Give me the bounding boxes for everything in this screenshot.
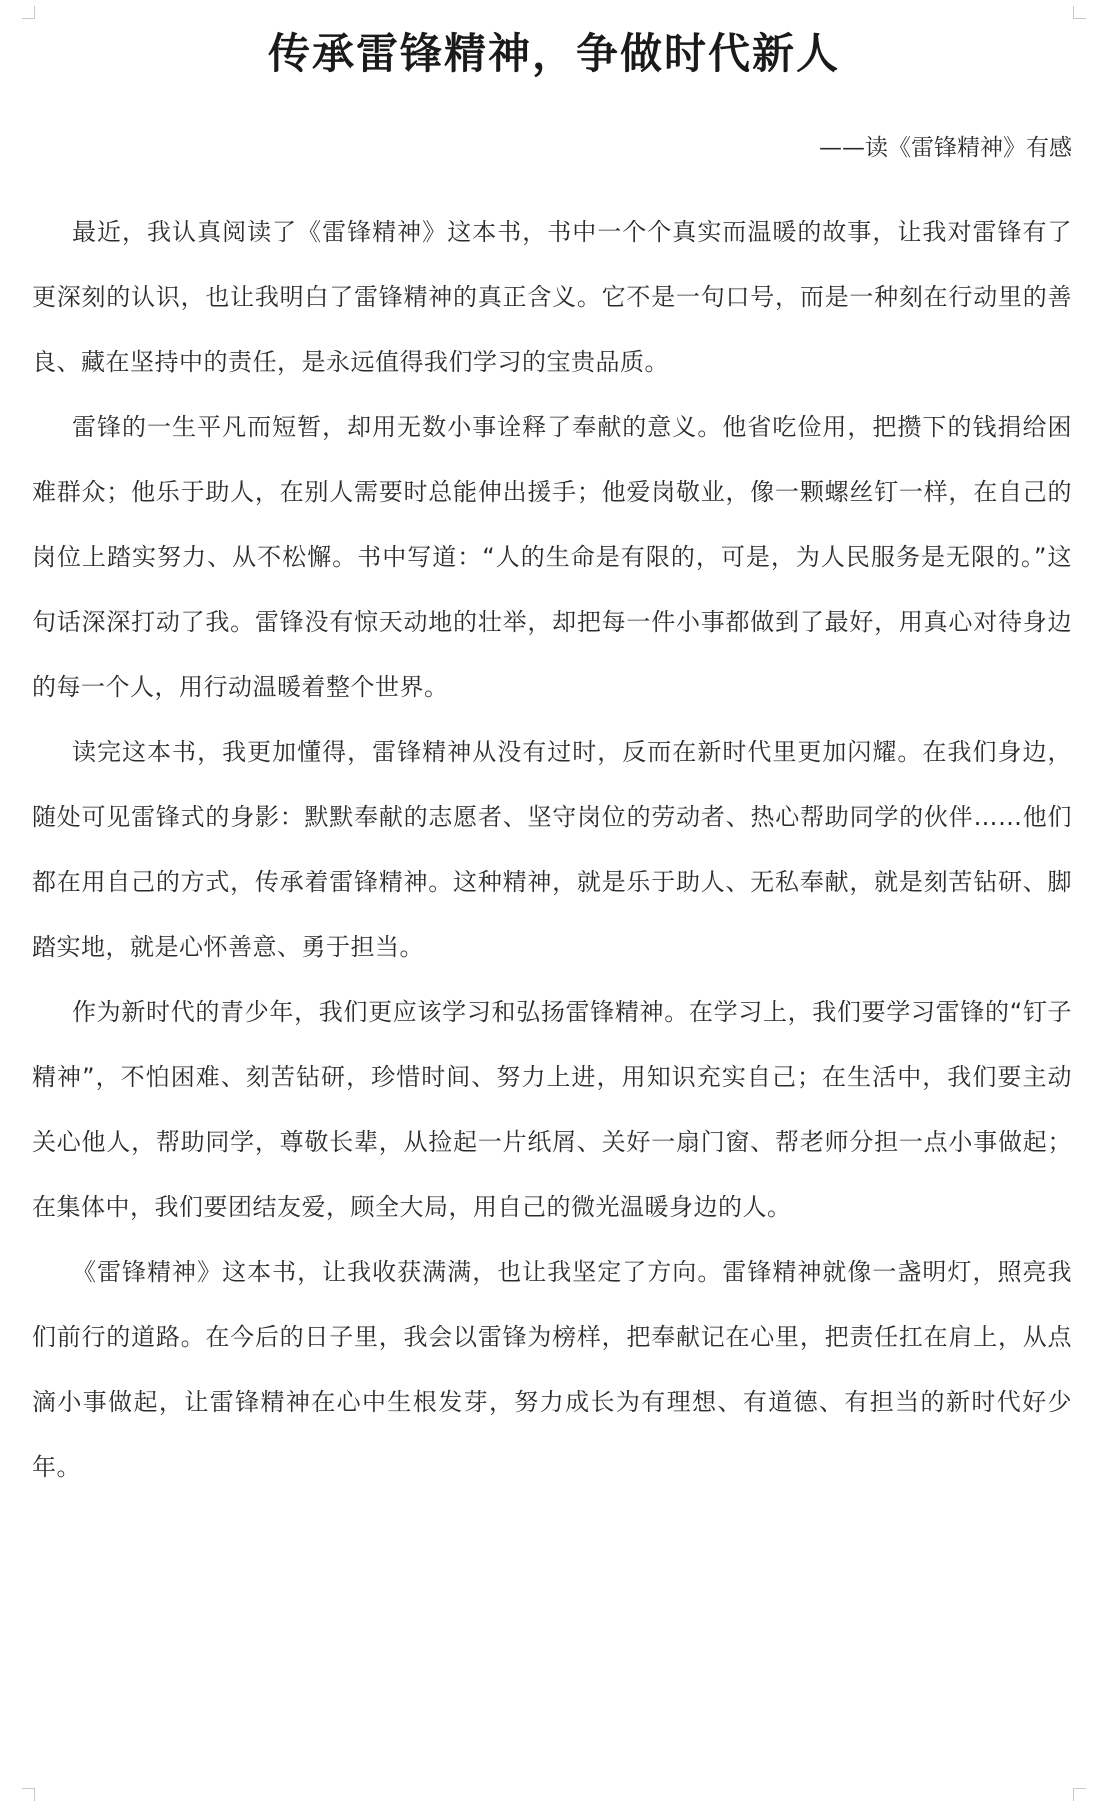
paragraph: 作为新时代的青少年，我们更应该学习和弘扬雷锋精神。在学习上，我们要学习雷锋的“钉子精神”，不怕困难、刻苦钻研，珍惜时间、努力上进，用知识充实自己；在生活中，我们要主动关心他人，帮助同学，尊敬长辈，从捡起一片纸屑、关好一扇门窗、帮老师分担一点小事做起；在集体中，我们要团结友爱，顾全大局，用自己的微光温暖身边的人。	[32, 998, 1072, 1221]
paragraph: 最近，我认真阅读了《雷锋精神》这本书，书中一个个真实而温暖的故事，让我对雷锋有了更深刻的认识，也让我明白了雷锋精神的真正含义。它不是一句口号，而是一种刻在行动里的善良、藏在坚持中的责任，是永远值得我们学习的宝贵品质。	[32, 218, 1072, 376]
paragraph: 《雷锋精神》这本书，让我收获满满，也让我坚定了方向。雷锋精神就像一盏明灯，照亮我们前行的道路。在今后的日子里，我会以雷锋为榜样，把奉献记在心里，把责任扛在肩上，从点滴小事做起，让雷锋精神在心中生根发芽，努力成长为有理想、有道德、有担当的新时代好少年。	[32, 1258, 1072, 1481]
corner-mark-top-left	[22, 6, 35, 19]
document-title: 传承雷锋精神，争做时代新人	[267, 29, 840, 78]
paragraph: 读完这本书，我更加懂得，雷锋精神从没有过时，反而在新时代里更加闪耀。在我们身边，随处可见雷锋式的身影：默默奉献的志愿者、坚守岗位的劳动者、热心帮助同学的伙伴……他们都在用自己的方式，传承着雷锋精神。这种精神，就是乐于助人、无私奉献，就是刻苦钻研、脚踏实地，就是心怀善意、勇于担当。	[32, 738, 1072, 961]
paragraph: 雷锋的一生平凡而短暂，却用无数小事诠释了奉献的意义。他省吃俭用，把攒下的钱捐给困难群众；他乐于助人，在别人需要时总能伸出援手；他爱岗敬业，像一颗螺丝钉一样，在自己的岗位上踏实努力、从不松懈。书中写道：“人的生命是有限的，可是，为人民服务是无限的。”这句话深深打动了我。雷锋没有惊天动地的壮举，却把每一件小事都做到了最好，用真心对待身边的每一个人，用行动温暖着整个世界。	[32, 413, 1072, 701]
corner-mark-bottom-right	[1073, 1788, 1086, 1801]
corner-mark-bottom-left	[22, 1788, 35, 1801]
document-body	[32, 200, 1072, 1500]
corner-mark-top-right	[1073, 6, 1086, 19]
document-subtitle: ——读《雷锋精神》有感	[819, 135, 1072, 161]
